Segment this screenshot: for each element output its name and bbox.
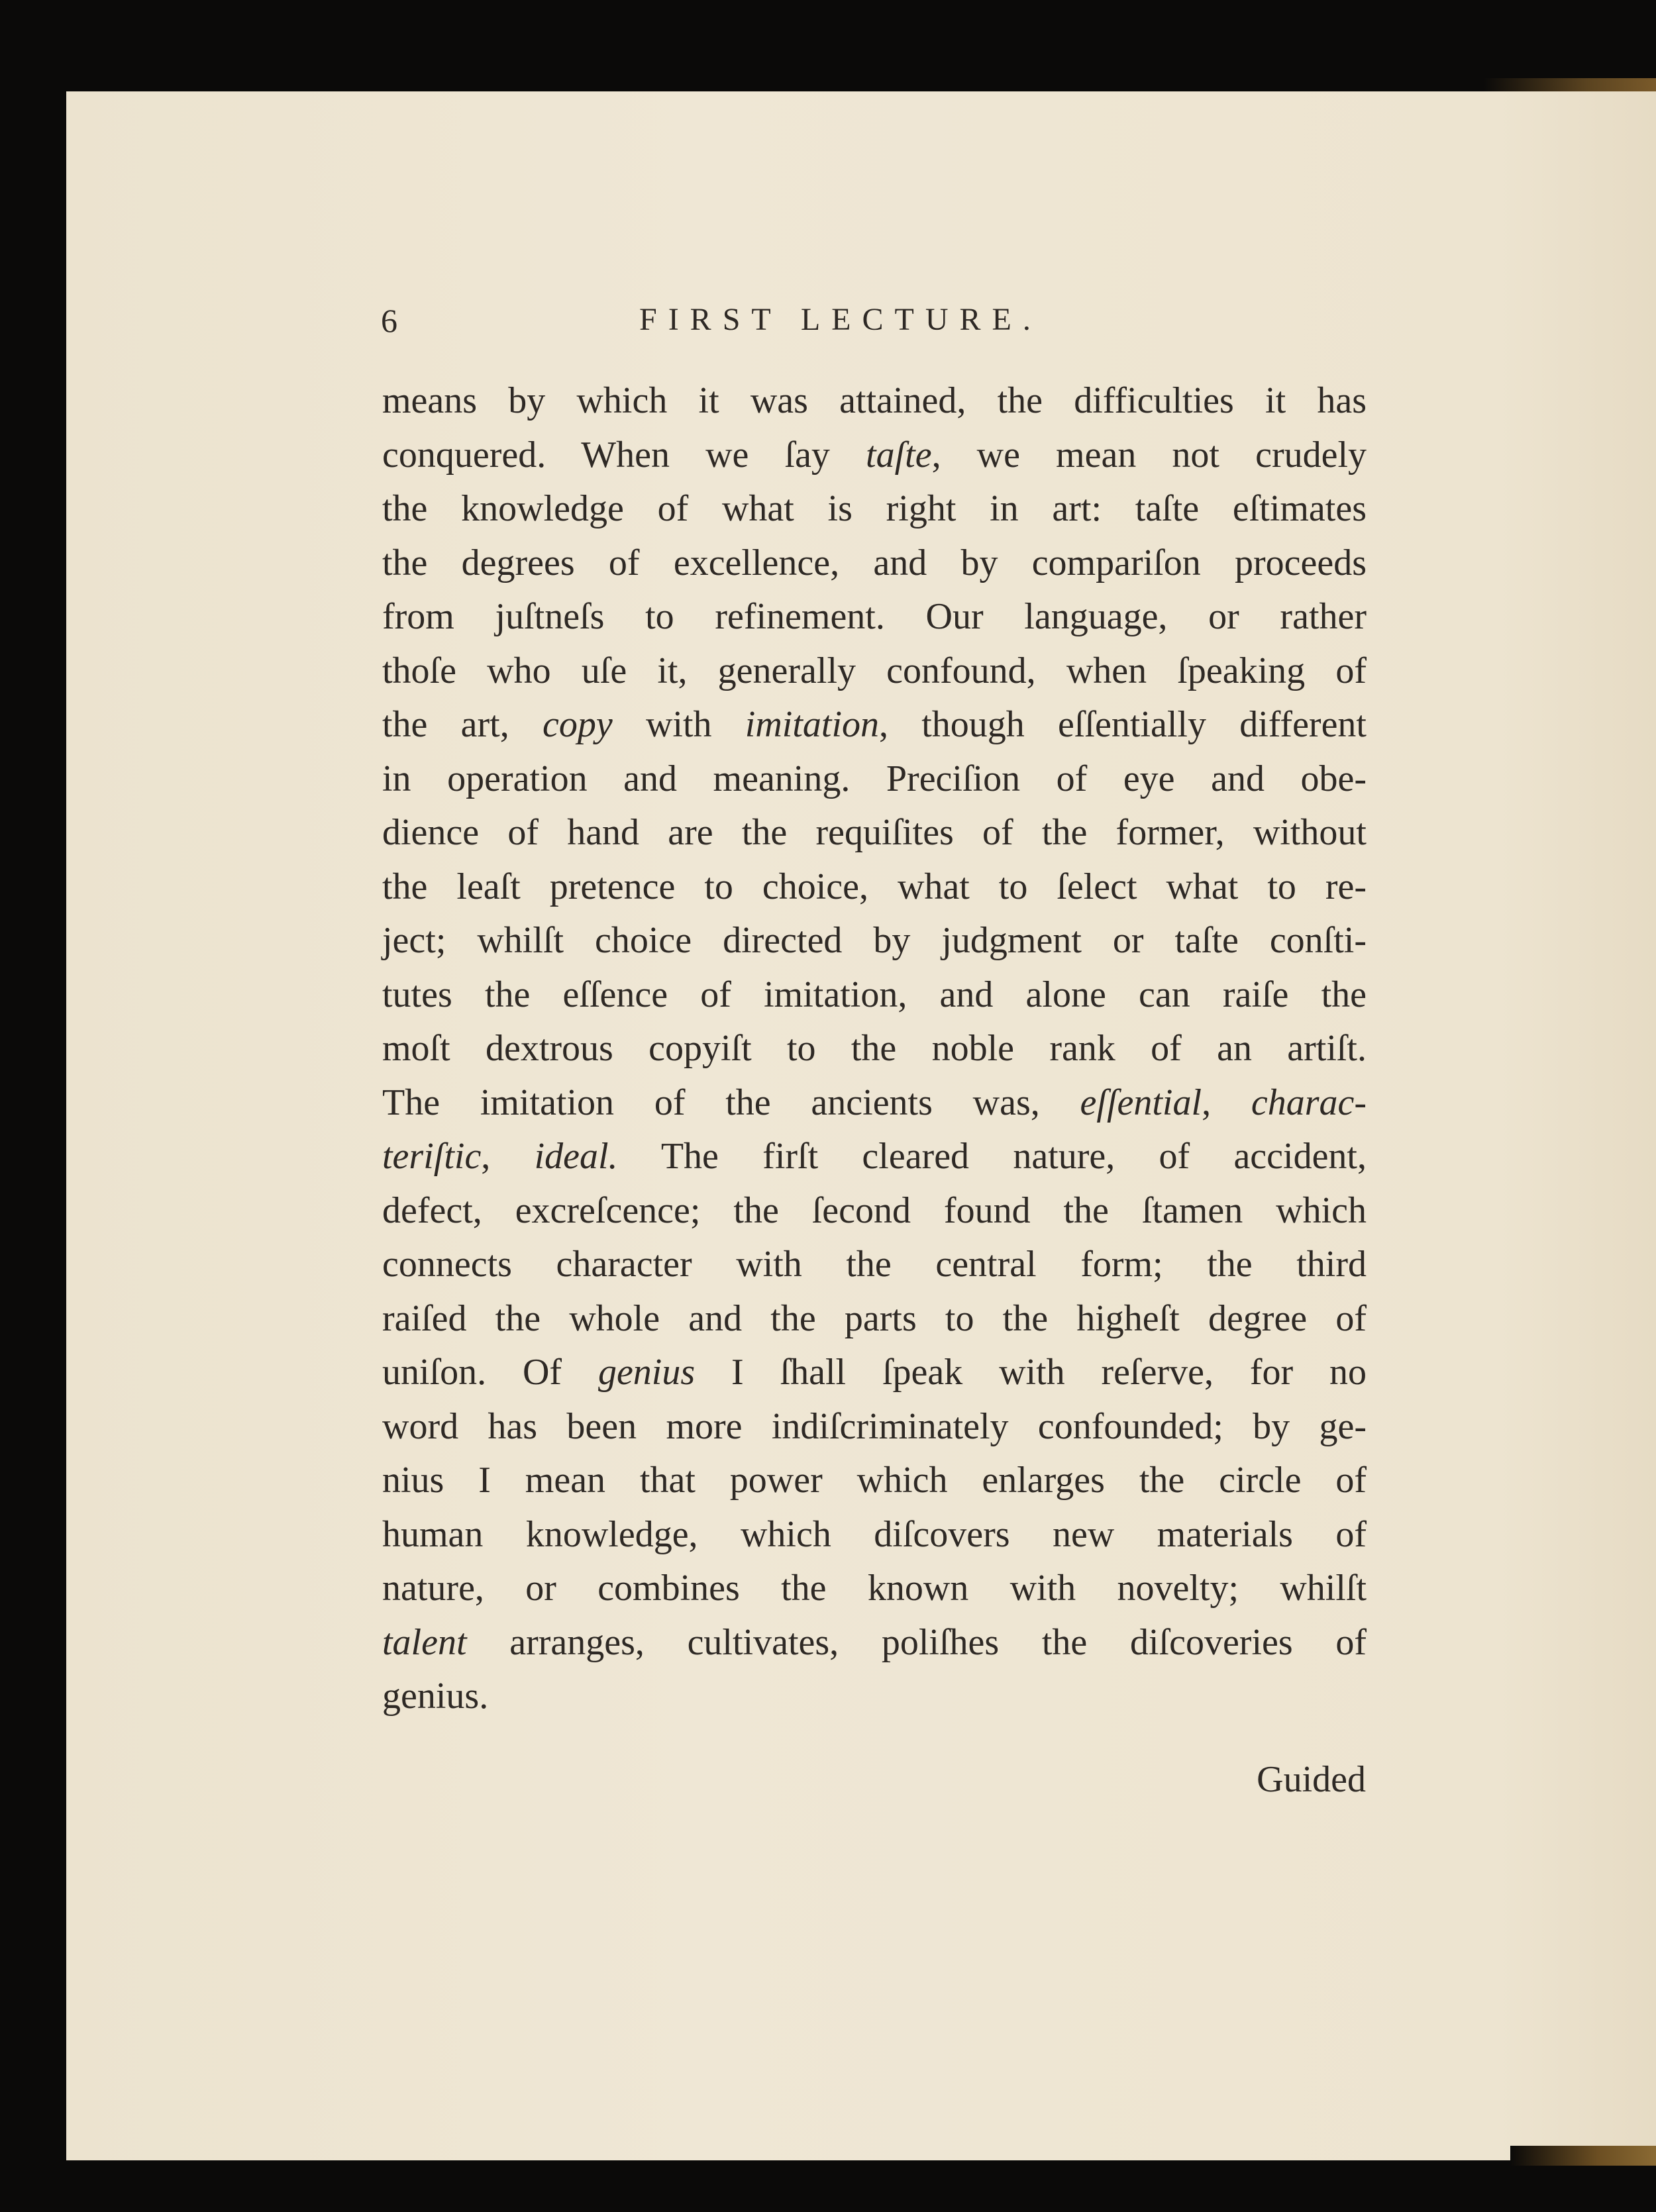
italic-term: ideal. [534, 1136, 618, 1177]
text-line [382, 374, 1367, 428]
text-segment: genius. [382, 1676, 489, 1717]
text-line [382, 1076, 1367, 1131]
text-segment: defect, excreſcence; the ſecond found the ſtamen which [382, 1189, 1367, 1231]
text-segment: conquered. When we ſay [382, 434, 866, 476]
italic-term: talent [382, 1621, 467, 1663]
text-segment: the degrees of excellence, and by compariſon proceeds [382, 542, 1367, 583]
text-line [382, 1616, 1367, 1670]
text-segment: from juſtneſs to refinement. Our language, or rather [382, 596, 1367, 637]
text-line [382, 914, 1367, 968]
text-segment: I ſhall ſpeak with reſerve, for no [695, 1352, 1367, 1393]
text-segment: , though eſſentially different [879, 704, 1367, 745]
text-line [382, 428, 1367, 483]
text-line [382, 590, 1367, 644]
text-segment: thoſe who uſe it, generally confound, when ſpeaking of [382, 650, 1367, 691]
text-line [382, 1670, 1367, 1724]
text-line [382, 644, 1367, 699]
italic-term: taſte [866, 434, 932, 476]
body-text [382, 374, 1367, 1724]
text-segment: dience of hand are the requiſites of the former, without [382, 812, 1367, 853]
italic-term: genius [597, 1352, 696, 1393]
italic-term: charac- [1251, 1081, 1367, 1123]
text-segment: the knowledge of what is right in art: taſte eſtimates [382, 488, 1367, 529]
text-line [382, 860, 1367, 915]
text-line [382, 1400, 1367, 1454]
text-line [382, 1562, 1367, 1616]
text-line [382, 806, 1367, 860]
text-segment: with [612, 704, 745, 745]
italic-term: imitation [745, 704, 879, 745]
italic-term: copy [542, 704, 613, 745]
text-segment: moſt dextrous copyiſt to the noble rank of an artiſt. [382, 1028, 1367, 1069]
text-segment: , [481, 1136, 535, 1177]
text-line [382, 968, 1367, 1023]
text-segment: means by which it was attained, the difficulties it has [382, 380, 1367, 421]
text-line [382, 536, 1367, 591]
text-segment: arranges, cultivates, poliſhes the diſcoveries of [466, 1621, 1367, 1663]
catchword: Guided [1257, 1759, 1366, 1800]
text-segment: human knowledge, which diſcovers new materials of [382, 1513, 1367, 1555]
text-segment: uniſon. Of [382, 1352, 598, 1393]
text-line [382, 1292, 1367, 1346]
text-segment: The imitation of the ancients was, [382, 1081, 1080, 1123]
italic-term: eſſential [1080, 1081, 1202, 1123]
text-line [382, 752, 1367, 807]
italic-term: teriſtic [382, 1136, 482, 1177]
text-line [382, 1238, 1367, 1292]
text-line [382, 698, 1367, 752]
text-segment: word has been more indiſcriminately confounded; by ge- [382, 1405, 1367, 1447]
page-edge-bottom [1510, 2146, 1656, 2166]
text-segment: in operation and meaning. Preciſion of eye and obe- [382, 758, 1367, 799]
text-line [382, 1022, 1367, 1076]
text-line [382, 1130, 1367, 1184]
text-segment: raiſed the whole and the parts to the higheſt degree of [382, 1297, 1367, 1339]
text-segment: the art, [382, 704, 543, 745]
text-segment: , we mean not crudely [931, 434, 1367, 476]
text-line [382, 482, 1367, 536]
page-number: 6 [381, 302, 397, 339]
text-segment: the leaſt pretence to choice, what to ſelect what to re- [382, 866, 1367, 907]
text-segment: nius I mean that power which enlarges the circle of [382, 1460, 1367, 1501]
text-line [382, 1184, 1367, 1238]
text-segment: nature, or combines the known with novelty; whilſt [382, 1568, 1367, 1609]
text-line [382, 1346, 1367, 1400]
running-head: FIRST LECTURE. [639, 302, 1042, 337]
text-segment: tutes the eſſence of imitation, and alone can raiſe the [382, 974, 1367, 1015]
text-segment: ject; whilſt choice directed by judgment or taſte conſti- [382, 920, 1367, 961]
text-line [382, 1508, 1367, 1562]
text-segment: The firſt cleared nature, of accident, [617, 1136, 1367, 1177]
text-segment: connects character with the central form; the third [382, 1244, 1367, 1285]
text-segment: , [1202, 1081, 1251, 1123]
text-line [382, 1454, 1367, 1508]
